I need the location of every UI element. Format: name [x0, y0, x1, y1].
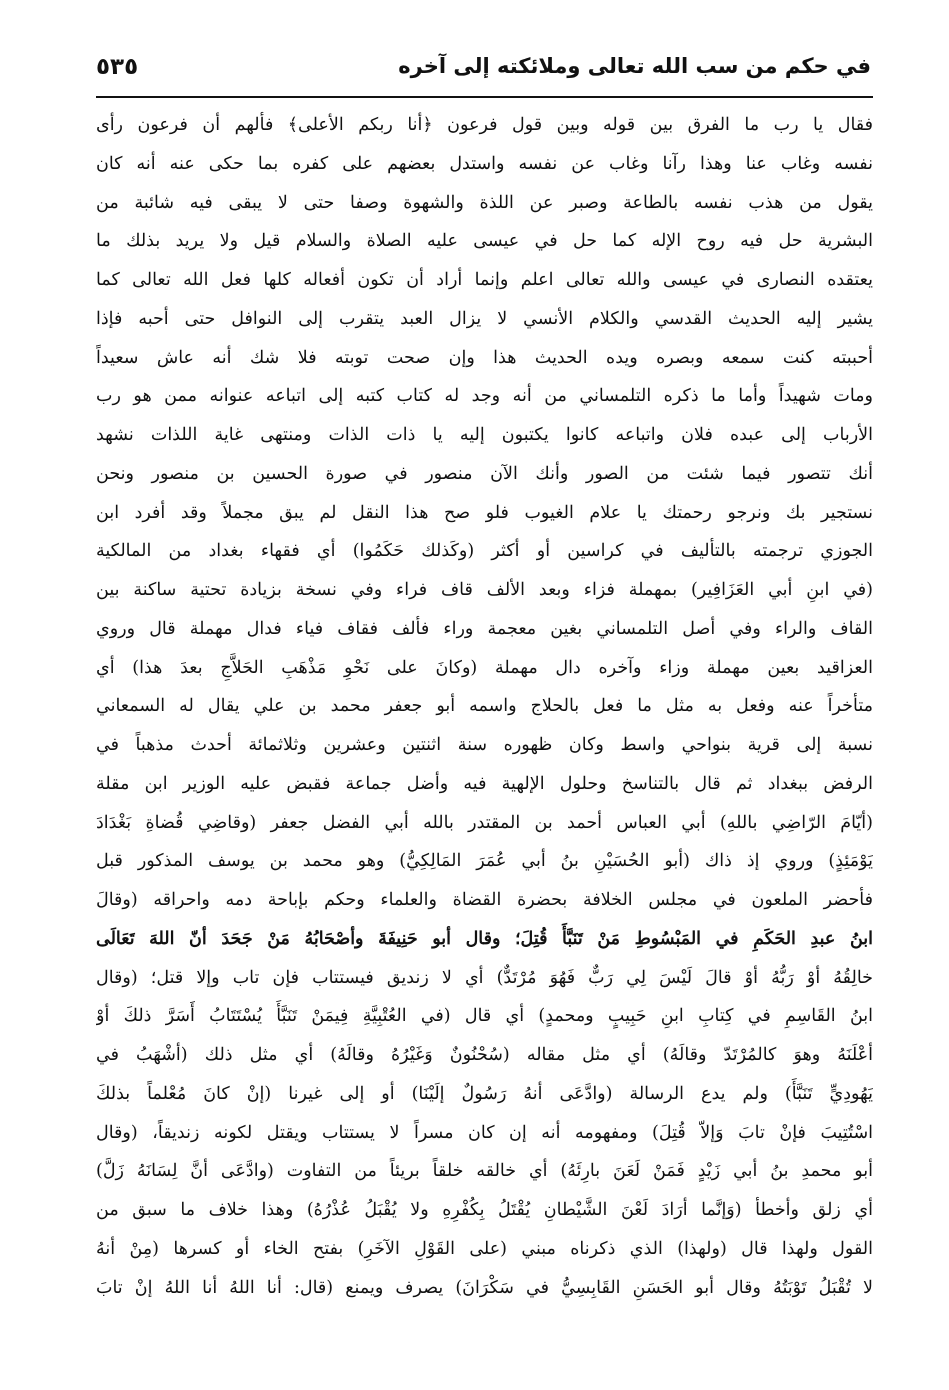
text-line: اسْتُتِيبَ فإنْ تابَ وَإلاّ قُتِلَ) ومفهومه أنه إن كان مسراً لا يستتاب ويقتل لكونه زنديقاً، (وقال [96, 1122, 873, 1143]
text-line: يقول من هذب نفسه بالطاعة وصبر عن اللذة والشهوة وصفا حتى لا يبقى فيه شائبة من [96, 192, 873, 213]
text-line: يشير إليه الحديث القدسي والكلام الأنسي لا يزال العبد يتقرب إلى النوافل حتى أحبه فإذا [96, 308, 873, 329]
text-line: (في ابنِ أبي العَزَافِير) بمهملة فزاء وبعد الألف قاف فراء وفي نسخة بزيادة تحتية ساكنة بين [96, 580, 873, 600]
body-text [96, 106, 873, 1307]
text-line: فقال يا رب ما الفرق بين قوله وبين قول فرعون ﴿أنا ربكم الأعلى﴾ فألهم أن فرعون رأى [96, 115, 873, 135]
running-title: في حكم من سب الله تعالى وملائكته إلى آخره [398, 54, 871, 78]
text-line: البشرية حل فيه روح الإله كما حل في عيسى عليه الصلاة والسلام قيل ولا يريد بذلك ما [96, 231, 873, 252]
text-line: أنك تتصور فيما شئت من الصور وأنك الآن منصور في صورة الحسين بن منصور ونحن [96, 463, 873, 484]
text-line: لا تُقْبَلُ تَوْبَتُهُ وقال أبو الحَسَنِ القَابِسِيُّ في سَكْرَانَ) يصرف ويمنع (قال: أنا اللهُ أنا اللهُ إنْ تابَ [96, 1277, 873, 1298]
text-line: الجوزي ترجمته بالتأليف في كراسين أو أكثر (وكَذلك حَكَمُوا) أي فقهاء بغداد من المالكية [96, 541, 873, 562]
text-line: ابنُ عبدِ الحَكَمِ في المَبْسُوطِ مَنْ تَنَبَّأَ قُتِلَ؛ وقال أبو حَنِيفَةَ وأصْحَابُهُ مَنْ جَحَدَ أنّ اللهَ تَعَالَى [96, 928, 873, 949]
text-line: أحببته كنت سمعه وبصره ويده الحديث هذا وإن صحت توبته فلا شك أنه عاش سعيداً [96, 347, 873, 368]
header-rule [96, 96, 873, 98]
text-line: نفسه وغاب عنا وهذا رآنا وغاب عن نفسه واستدل بعضهم على كفره بما حكى عنه أنه كان [96, 153, 873, 174]
text-line: متأخراً عنه وفعل به مثل ما فعل بالحلاج واسمه أبو جعفر محمد بن علي يقال له السمعاني [96, 696, 873, 717]
text-line: (أيّامَ الرّاضِي باللهِ) أبي العباس أحمد بن المقتدر بالله أبي الفضل جعفر (وقاضِي قُضاةِ بَغْدَادَ [96, 812, 873, 833]
text-line: يَهُودِيٍّ تَنَبَّأَ) ولم يدع الرسالة (وادَّعَى أنهُ رَسُولٌ إلَيْنَا) أو إلى غيرنا (إنْ كانَ مُعْلماً بذلكَ [96, 1083, 873, 1104]
text-line: أعْلَنَهُ وهوَ كالمُرْتَدّ وقالَهُ) أي مثل مقاله (سُحْنُونٌ وَغَيْرُهُ وقالَهُ) أي مثل ذلك (أشْهَبُ في [96, 1045, 873, 1065]
text-line: القول ولهذا قال (ولهذا) الذي ذكرناه مبني (على القَوْلِ الآخَرِ) بفتح الخاء أو كسرها (مِنْ أنهُ [96, 1238, 873, 1259]
text-line: يعتقده النصارى في عيسى والله تعالى اعلم وإنما أراد أن تكون أفعاله كلها فعل الله تعالى كما [96, 270, 873, 290]
text-line: فأحضر الملعون في مجلس الخلافة بحضرة القضاة والعلماء وحكم بإباحة دمه واحراقه (وقالَ [96, 890, 873, 910]
text-line: يَوْمَئِذٍ) وروي إذ ذاك (أبو الحُسَيْنِ بنُ أبي عُمَرَ المَالِكِيُّ) وهو محمد بن يوسف المذكور قبل [96, 851, 873, 872]
text-line: نسبة إلى قرية بنواحي واسط وكان ظهوره سنة اثنتين وعشرين وثلاثمائة أحدث مذهباً في [96, 735, 873, 755]
page-header [96, 50, 871, 90]
text-line: خالِقُهُ أوْ رَبُّهُ أوْ قالَ لَيْسَ لِي رَبٌّ فَهُوَ مُرْتَدٌّ) أي لا زنديق فيستتاب فإن تاب وإلا قتل؛ (وقال [96, 967, 873, 988]
page-number: ٥٣٥ [96, 54, 139, 80]
text-line: نستجير بك ونرجو رحمتك يا علام الغيوب فلو صح هذا النقل لم يبق مجملاً وقد أفرد ابن [96, 502, 873, 523]
text-line: القاف والراء وفي أصل التلمساني بغين معجمة وراء فألف فقاف فياء فدال مهملة قال وروي [96, 618, 873, 639]
text-line: أبو محمدِ بنُ أبي زَيْدٍ فَمَنْ لَعَنَ بارِئَهُ) أي خالقه خلقاً بريئاً من التفاوت (وادَّعَى أنَّ لِسَانَهُ زَلَّ) [96, 1161, 873, 1182]
text-line: الأرباب إلى عبده فلان واتباعه كانوا يكتبون إليه يا ذات الذات ومنتهى غاية اللذات نشهد [96, 425, 873, 445]
text-line: أي زلق وأخطأ (وَإنَّما أرَادَ لَعْنَ الشَّيْطانِ يُقْتَلُ بِكُفْرِهِ ولا يُقْبَلُ عُذْرُهُ) وهذا خلاف ما سبق من [96, 1200, 873, 1220]
text-line: الرفض ببغداد ثم قال بالتناسخ وحلول الإلهية فيه وأضل جماعة فقبض عليه الوزير ابن مقلة [96, 773, 873, 794]
text-line: ومات شهيداً وأما ما ذكره التلمساني من أنه وجد له كتاب كتبه إلى اتباعه عنوانه ممن هو رب [96, 386, 873, 407]
text-line: ابنُ القَاسِمِ في كِتابِ ابنِ حَبِيبٍ ومحمدٍ) أي قال (في العُتْبِيَّةِ فِيمَنْ تَنَبَّأَ يُسْتَتَابُ أَسَرَّ ذلكَ أوْ [96, 1006, 873, 1027]
text-line: العزاقيد بعين مهملة وزاء وآخره دال مهملة (وكانَ على نَحْوِ مَذْهَبِ الحَلاَّجِ بعدَ هذا) أي [96, 657, 873, 678]
